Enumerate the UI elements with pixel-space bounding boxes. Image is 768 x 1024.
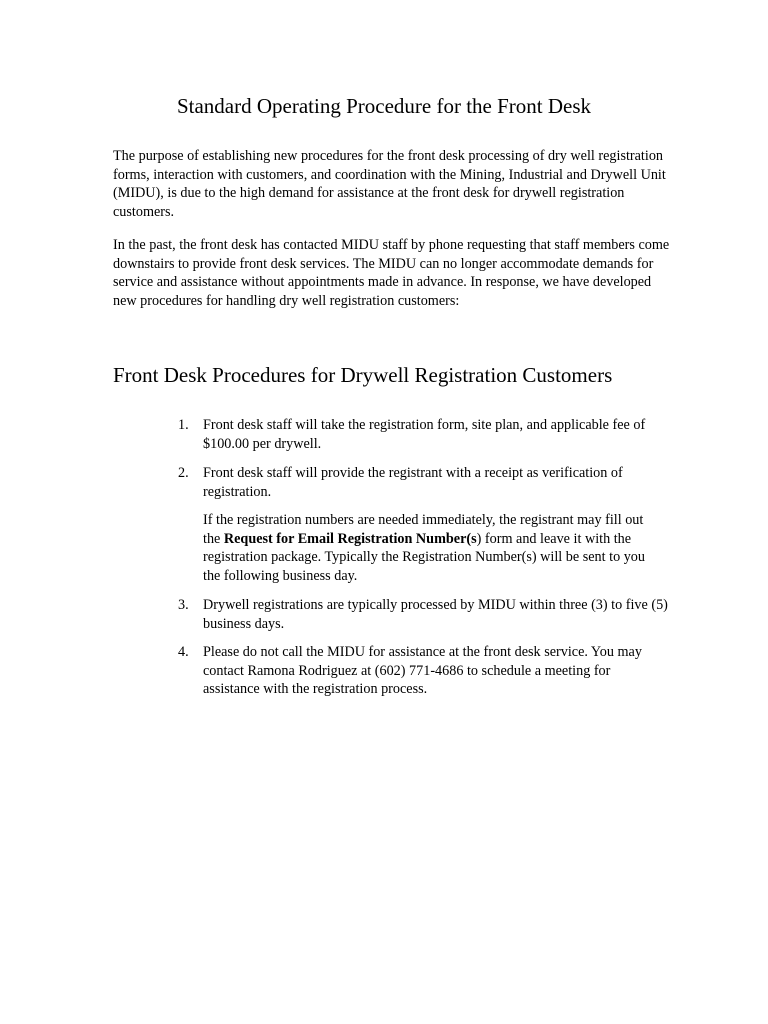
procedure-number: 4. xyxy=(178,644,189,660)
section-heading: Front Desk Procedures for Drywell Registration Customers xyxy=(113,363,613,387)
procedure-text: Front desk staff will provide the registrant with a receipt as verification of registration. xyxy=(203,465,623,500)
procedure-item-4 xyxy=(178,643,668,699)
note-form-name: Request for Email Registration Number(s xyxy=(223,530,477,547)
procedure-item-2 xyxy=(178,464,668,501)
procedure-number: 2. xyxy=(178,465,189,481)
background-paragraph: In the past, the front desk has contacted MIDU staff by phone requesting that staff members come downstairs to provide front desk services. The MIDU can no longer accommodate demands for service and assistance without appointments made in advance. In response, we have developed new procedures for handling dry well registration customers: xyxy=(113,237,670,309)
document-title: Standard Operating Procedure for the Front Desk xyxy=(176,94,592,118)
procedure-number: 1. xyxy=(178,417,189,433)
procedure-number: 3. xyxy=(178,597,189,613)
procedure-text: Front desk staff will take the registration form, site plan, and applicable fee of $100.00 per drywell. xyxy=(203,417,646,452)
procedure-item-1 xyxy=(178,416,668,453)
procedure-text: Drywell registrations are typically processed by MIDU within three (3) to five (5) business days. xyxy=(203,597,668,632)
procedure-item-3 xyxy=(178,596,668,633)
purpose-paragraph: The purpose of establishing new procedures for the front desk processing of dry well registration forms, interaction with customers, and coordination with the Mining, Industrial and Drywell Unit (MIDU), is due to the high demand for assistance at the front desk for drywell registration customers. xyxy=(113,148,666,220)
note-text-before: If the registration numbers are needed immediately, the registrant may fill out the xyxy=(203,512,644,547)
email-registration-note xyxy=(203,511,663,585)
note-text-after: ) form and leave it with the registration package. Typically the Registration Number(s) will be sent to you the following business day. xyxy=(203,530,645,584)
procedure-text: Please do not call the MIDU for assistance at the front desk service. You may contact Ramona Rodriguez at (602) 771-4686 to schedule a meeting for assistance with the registration process. xyxy=(203,644,642,697)
